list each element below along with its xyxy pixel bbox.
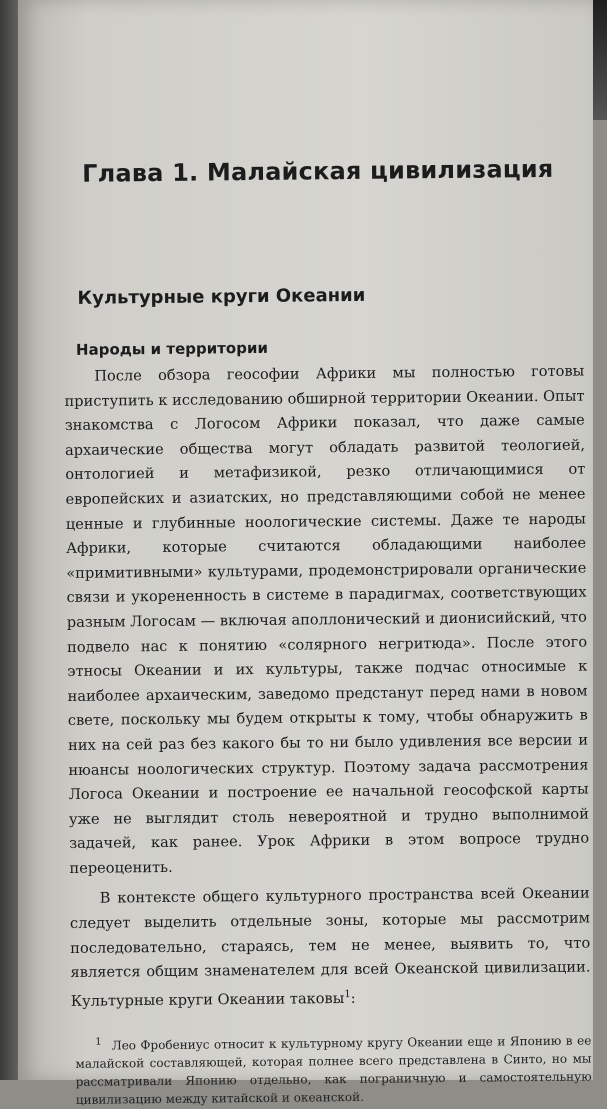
body-text <box>64 360 591 1015</box>
footnote-reference[interactable]: 1 <box>344 989 350 1000</box>
subsection-title: Народы и территории <box>76 336 584 359</box>
chapter-title: Глава 1. Малайская цивилизация <box>82 155 582 188</box>
section-title: Культурные круги Океании <box>77 283 583 309</box>
footnote-number: 1 <box>95 1037 101 1048</box>
footnote <box>75 1029 592 1109</box>
paragraph-text: В контексте общего культурного пространства всей Океании следует выделить отдельные зоны, которые мы рассмотрим последовательно, стараясь, тем не менее, выявить то, что является общим знаменателем для всей Океанской цивилизации. Культурные круги Океании таковы <box>70 885 591 1010</box>
footnote-text: Лео Фробениус относит к культурному кругу Океании еще и Японию в ее малайской составляющей, которая полнее всего представлена в Синто, но мы рассматривали Японию отдельно, как пограничную и самостоятельную цивилизацию между китайской и океанской. <box>75 1034 591 1107</box>
page-content <box>62 155 592 1109</box>
book-page <box>18 0 593 1080</box>
paragraph: После обзора геософии Африки мы полностью готовы приступить к исследованию обширной территории Океании. Опыт знакомства с Логосом Африки показал, что даже самые архаические общества могут обладать развитой теологией, онтологией и метафизикой, резко отличающимися от европейских и азиатских, но представляющими собой не менее ценные и глубинные ноологические системы. Даже те народы Африки, которые считаются обладающими наиболее «примитивными» культурами, продемонстрировали органические связи и укорененность в системе в парадигмах, соответствующих разным Логосам — включая аполлонический и дионисийский, что подвело нас к понятию «солярного негритюда». После этого этносы Океании и их культуры, также подчас относимые к наиболее архаическим, заведомо предстанут перед нами в новом свете, поскольку мы будем открыты к тому, чтобы обнаружить в них на сей раз без какого бы то ни было удивления все версии и нюансы ноологических структур. Поэтому задача рассмотрения Логоса Океании и построение ее начальной геософской карты уже не выглядит столь невероятной и трудно выполнимой задачей, как ранее. Урок Африки в этом вопросе трудно переоценить. <box>64 360 589 882</box>
paragraph-with-footnote <box>70 882 591 1014</box>
paragraph-end: : <box>351 990 356 1007</box>
